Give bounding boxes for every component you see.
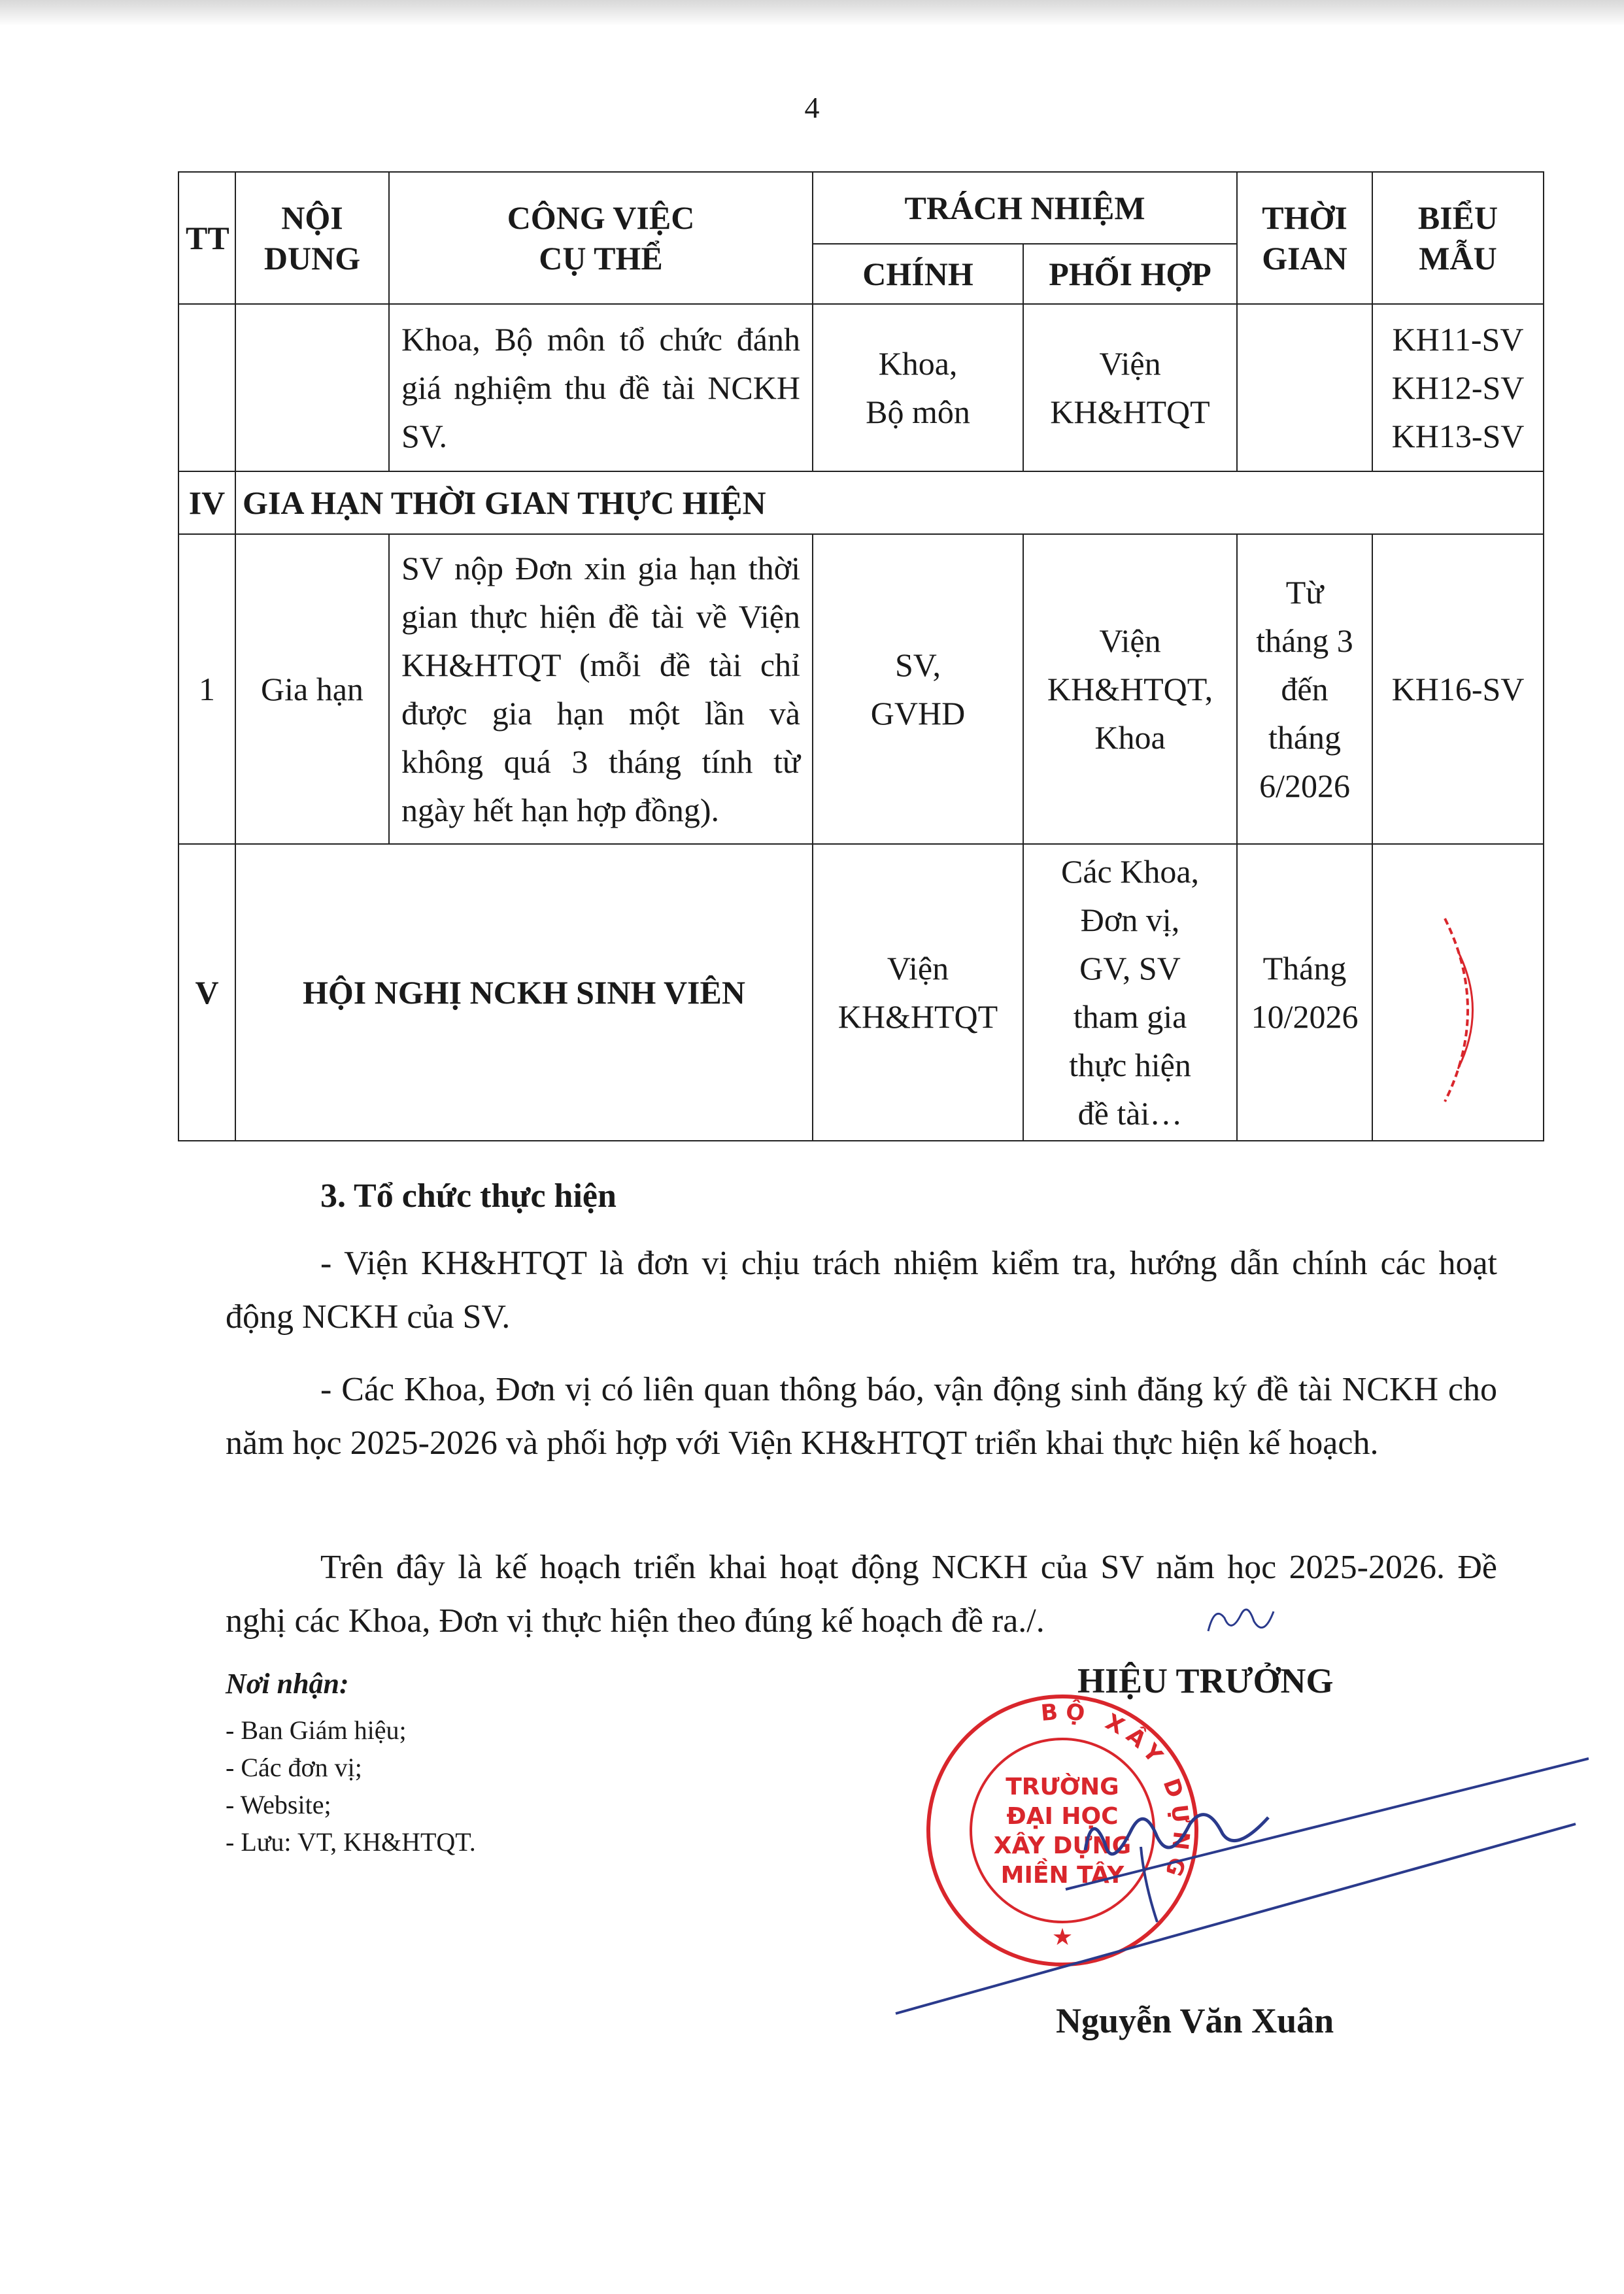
header-phoi-hop: PHỐI HỢP [1023, 244, 1237, 304]
list-item: - Lưu: VT, KH&HTQT. [226, 1827, 476, 1857]
paragraph: Trên đây là kế hoạch triển khai hoạt động NCKH của SV năm học 2025-2026. Đề nghị các Khoa, Đơn vị thực hiện theo đúng kế hoạch đề ra./. [226, 1549, 1497, 1640]
list-item: - Website; [226, 1790, 331, 1819]
svg-text:MIỀN TÂY: MIỀN TÂY [1000, 1862, 1125, 1889]
recipients-title: Nơi nhận: [226, 1668, 349, 1700]
header-noi-dung: NỘI DUNG [235, 172, 389, 304]
svg-text:★: ★ [1051, 1924, 1074, 1951]
cell-chinh: SV, GVHD [813, 534, 1023, 844]
stamp-edge-fragment [1438, 912, 1497, 1108]
signer-name: Nguyễn Văn Xuân [1056, 2001, 1334, 2040]
cell-noi-dung [235, 304, 389, 471]
recipients-list [226, 1712, 476, 1861]
signature [883, 1739, 1589, 2027]
table-row [178, 304, 1544, 471]
section-title: GIA HẠN THỜI GIAN THỰC HIỆN [235, 471, 1544, 534]
table-row [178, 534, 1544, 844]
cell-phoi-hop: Viện KH&HTQT, Khoa [1023, 534, 1237, 844]
cell-tt: 1 [178, 534, 235, 844]
cell-tt [178, 304, 235, 471]
header-tt: TT [178, 172, 235, 304]
svg-text:XÂY DỰNG: XÂY DỰNG [993, 1832, 1132, 1859]
cell-cong-viec: Khoa, Bộ môn tổ chức đánh giá nghiệm thu đề tài NCKH SV. [389, 304, 813, 471]
cell-bieu-mau: KH16-SV [1372, 534, 1544, 844]
cell-phoi-hop: Các Khoa, Đơn vị, GV, SV tham gia thực hiện đề tài… [1023, 844, 1237, 1141]
cell-thoi-gian [1237, 304, 1372, 471]
section-tt: V [178, 844, 235, 1141]
list-item: - Ban Giám hiệu; [226, 1715, 407, 1745]
signer-title: HIỆU TRƯỞNG [1077, 1661, 1334, 1700]
header-bieu-mau: BIỂU MẪU [1372, 172, 1544, 304]
header-thoi-gian: THỜI GIAN [1237, 172, 1372, 304]
cell-thoi-gian: Tháng 10/2026 [1237, 844, 1372, 1141]
initial-mark [1202, 1598, 1280, 1644]
page-number: 4 [804, 91, 820, 124]
section-title: HỘI NGHỊ NCKH SINH VIÊN [235, 844, 813, 1141]
section-row-v [178, 844, 1544, 1141]
svg-text:ĐẠI HỌC: ĐẠI HỌC [1006, 1803, 1119, 1830]
header-chinh: CHÍNH [813, 244, 1023, 304]
header-trach-nhiem: TRÁCH NHIỆM [813, 172, 1237, 244]
svg-text:TRƯỜNG: TRƯỜNG [1006, 1774, 1119, 1800]
cell-phoi-hop: Viện KH&HTQT [1023, 304, 1237, 471]
paragraph: - Các Khoa, Đơn vị có liên quan thông báo, vận động sinh đăng ký đề tài NCKH cho năm học 2025-2026 và phối hợp với Viện KH&HTQT triển khai thực hiện kế hoạch. [226, 1371, 1497, 1462]
cell-chinh: Viện KH&HTQT [813, 844, 1023, 1141]
paragraph: - Viện KH&HTQT là đơn vị chịu trách nhiệm kiểm tra, hướng dẫn chính các hoạt động NCKH của SV. [226, 1245, 1497, 1336]
table-header-row [178, 172, 1544, 244]
section-row-iv [178, 471, 1544, 534]
section-heading: 3. Tổ chức thực hiện [320, 1177, 617, 1215]
scan-edge [0, 0, 1624, 26]
section-tt: IV [178, 471, 235, 534]
cell-noi-dung: Gia hạn [235, 534, 389, 844]
svg-text:BỘ XÂY DỰNG: BỘ XÂY DỰNG [1040, 1698, 1194, 1886]
cell-cong-viec: SV nộp Đơn xin gia hạn thời gian thực hiện đề tài về Viện KH&HTQT (mỗi đề tài chỉ được gia hạn một lần và không quá 3 tháng tính từ ngày hết hạn hợp đồng). [389, 534, 813, 844]
cell-thoi-gian: Từ tháng 3 đến tháng 6/2026 [1237, 534, 1372, 844]
header-cong-viec: CÔNG VIỆC CỤ THỂ [389, 172, 813, 304]
cell-bieu-mau: KH11-SV KH12-SV KH13-SV [1372, 304, 1544, 471]
plan-table [178, 171, 1544, 1141]
cell-chinh: Khoa, Bộ môn [813, 304, 1023, 471]
list-item: - Các đơn vị; [226, 1753, 362, 1782]
